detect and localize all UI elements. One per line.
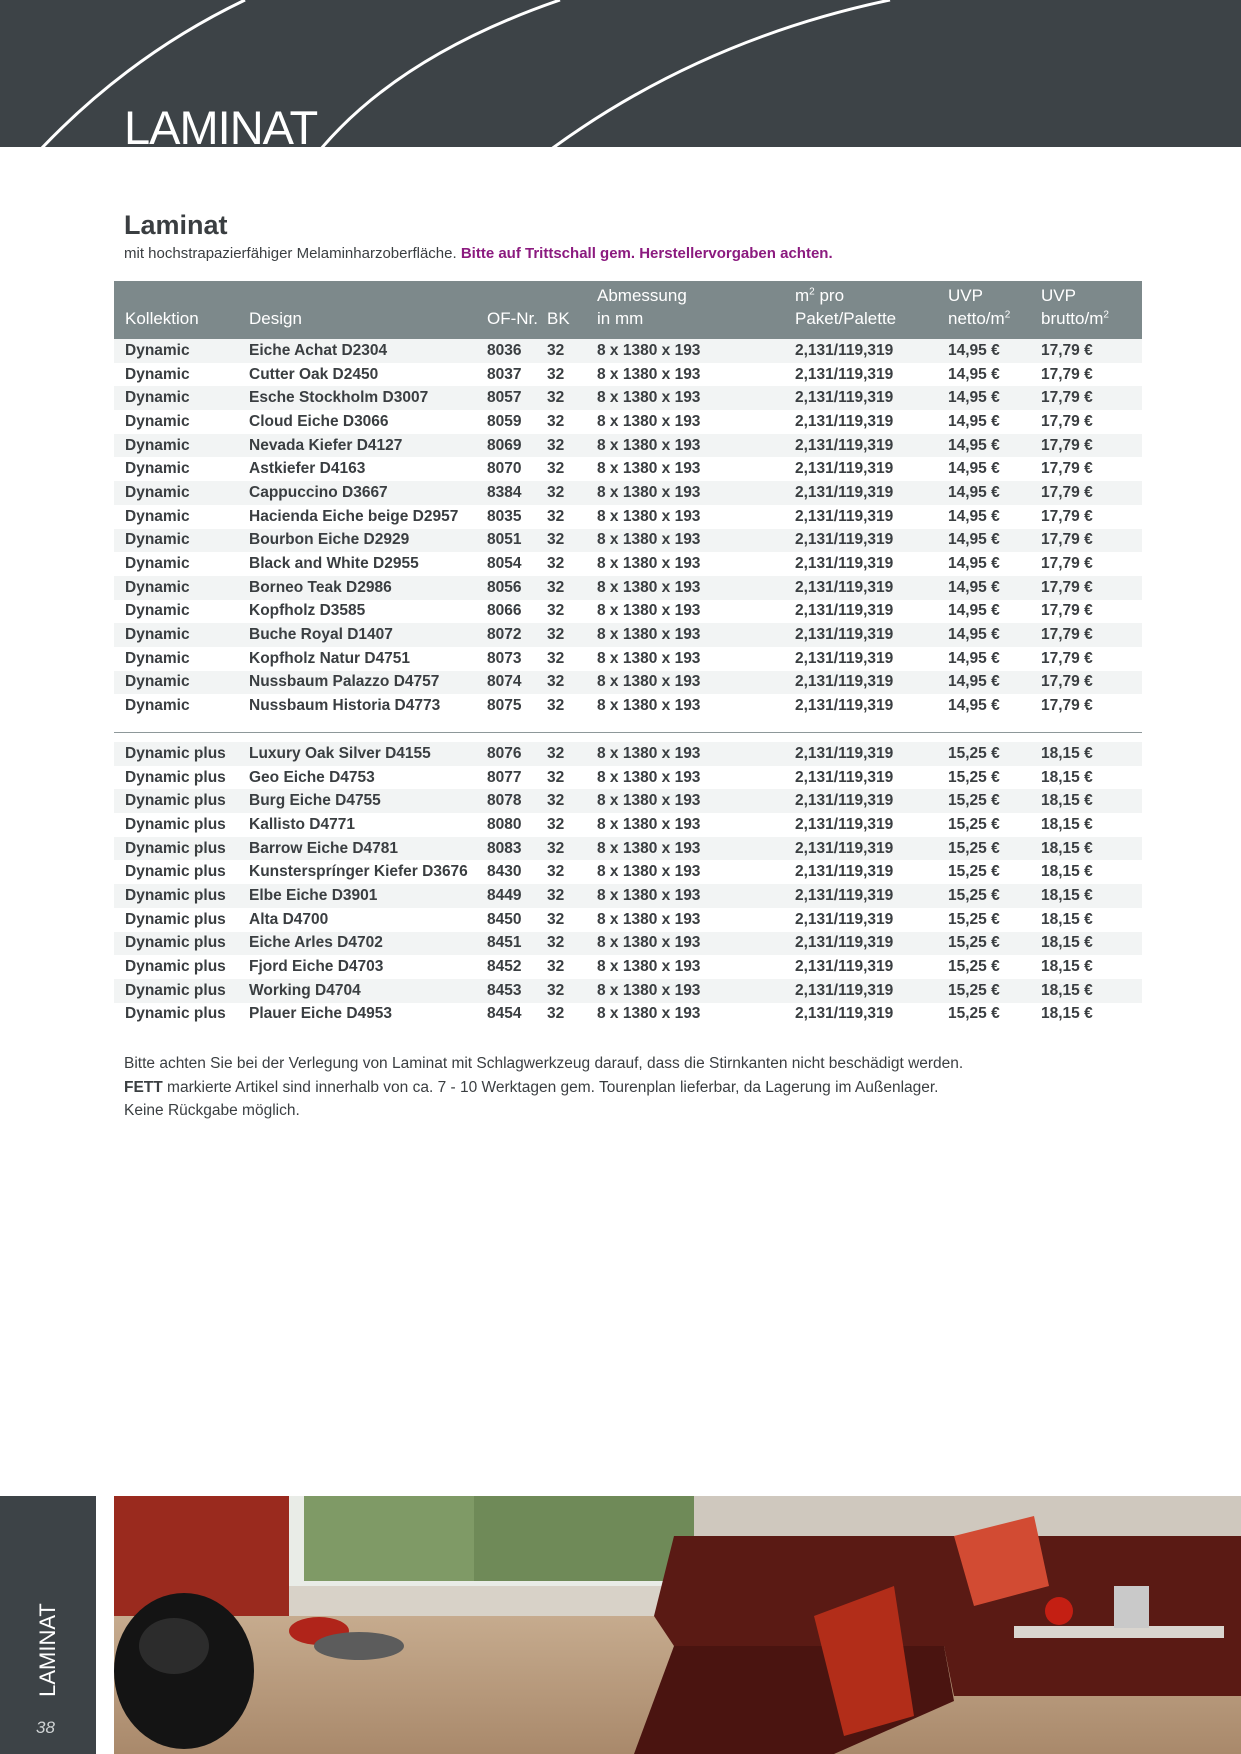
cell-abmessung: 8 x 1380 x 193 bbox=[597, 863, 701, 881]
cell-design: Borneo Teak D2986 bbox=[249, 576, 487, 600]
cell-design: Nussbaum Palazzo D4757 bbox=[249, 671, 487, 695]
header-banner bbox=[0, 0, 1241, 147]
cell-paket: 2,131/119,319 bbox=[795, 460, 894, 478]
cell-kollektion: Dynamic plus bbox=[125, 910, 226, 928]
table-row bbox=[114, 1003, 1142, 1027]
cell-bk: 32 bbox=[547, 339, 597, 363]
cell-paket: 2,131/119,319 bbox=[795, 434, 948, 458]
footer-side-label: LAMINAT bbox=[35, 1603, 60, 1697]
cell-kollektion: Dynamic bbox=[114, 434, 249, 458]
cell-brutto: 18,15 € bbox=[1041, 768, 1093, 786]
cell-brutto: 17,79 € bbox=[1041, 460, 1093, 478]
cell-abmessung: 8 x 1380 x 193 bbox=[597, 958, 701, 976]
cell-netto: 14,95 € bbox=[948, 529, 1041, 553]
cell-netto: 14,95 € bbox=[948, 460, 1000, 478]
header-uvp-brutto: UVP brutto/$m^2$ bbox=[1041, 286, 1109, 328]
cell-brutto: 17,79 € bbox=[1041, 555, 1093, 573]
cell-abmessung: 8 x 1380 x 193 bbox=[597, 671, 795, 695]
cell-netto: 14,95 € bbox=[948, 602, 1000, 620]
cell-bk: 32 bbox=[547, 910, 565, 928]
cell-paket: 2,131/119,319 bbox=[795, 742, 948, 766]
table-row bbox=[114, 979, 1142, 1003]
cell-kollektion: Dynamic bbox=[125, 460, 190, 478]
cell-paket: 2,131/119,319 bbox=[795, 789, 948, 813]
cell-design: Nussbaum Historia D4773 bbox=[249, 697, 441, 715]
cell-ofnr: 8066 bbox=[487, 602, 522, 620]
cell-brutto: 17,79 € bbox=[1041, 529, 1142, 553]
cell-abmessung: 8 x 1380 x 193 bbox=[597, 789, 795, 813]
table-body bbox=[114, 339, 1142, 1026]
table-row bbox=[114, 813, 1142, 837]
cell-design: Nevada Kiefer D4127 bbox=[249, 434, 487, 458]
cell-netto: 14,95 € bbox=[948, 623, 1041, 647]
section-subtitle bbox=[124, 245, 833, 262]
cell-design: Esche Stockholm D3007 bbox=[249, 386, 487, 410]
header-abmessung: Abmessung in mm bbox=[597, 286, 687, 328]
cell-netto: 14,95 € bbox=[948, 671, 1041, 695]
cell-abmessung: 8 x 1380 x 193 bbox=[597, 884, 795, 908]
cell-design: Kallisto D4771 bbox=[249, 815, 355, 833]
cell-abmessung: 8 x 1380 x 193 bbox=[597, 602, 701, 620]
cell-ofnr: 8452 bbox=[487, 958, 522, 976]
cell-brutto: 17,79 € bbox=[1041, 576, 1142, 600]
table-row bbox=[114, 932, 1142, 956]
cell-brutto: 17,79 € bbox=[1041, 623, 1142, 647]
cell-netto: 14,95 € bbox=[948, 339, 1041, 363]
cell-paket: 2,131/119,319 bbox=[795, 768, 894, 786]
table-row bbox=[114, 671, 1142, 695]
cell-kollektion: Dynamic plus bbox=[114, 884, 249, 908]
cell-bk: 32 bbox=[547, 768, 565, 786]
cell-paket: 2,131/119,319 bbox=[795, 555, 894, 573]
cell-abmessung: 8 x 1380 x 193 bbox=[597, 555, 701, 573]
cell-brutto: 18,15 € bbox=[1041, 958, 1093, 976]
cell-bk: 32 bbox=[547, 1005, 565, 1023]
subtitle-text: mit hochstrapazierfähiger Melaminharzoberfläche. bbox=[124, 245, 457, 262]
notes bbox=[124, 1052, 963, 1123]
cell-design: Luxury Oak Silver D4155 bbox=[249, 742, 487, 766]
cell-brutto: 17,79 € bbox=[1041, 434, 1142, 458]
cell-design: Fjord Eiche D4703 bbox=[249, 958, 384, 976]
cell-design: Kopfholz Natur D4751 bbox=[249, 649, 411, 667]
cell-paket: 2,131/119,319 bbox=[795, 979, 948, 1003]
cell-abmessung: 8 x 1380 x 193 bbox=[597, 742, 795, 766]
cell-abmessung: 8 x 1380 x 193 bbox=[597, 460, 701, 478]
cell-kollektion: Dynamic bbox=[125, 365, 190, 383]
cell-bk: 32 bbox=[547, 837, 597, 861]
cell-abmessung: 8 x 1380 x 193 bbox=[597, 837, 795, 861]
cell-paket: 2,131/119,319 bbox=[795, 910, 894, 928]
cell-ofnr: 8037 bbox=[487, 365, 522, 383]
cell-design: Cloud Eiche D3066 bbox=[249, 412, 389, 430]
cell-paket: 2,131/119,319 bbox=[795, 1005, 894, 1023]
cell-netto: 15,25 € bbox=[948, 932, 1041, 956]
cell-kollektion: Dynamic bbox=[114, 576, 249, 600]
cell-paket: 2,131/119,319 bbox=[795, 671, 948, 695]
table-row bbox=[114, 955, 1142, 979]
table-row bbox=[114, 600, 1142, 624]
cell-netto: 14,95 € bbox=[948, 412, 1000, 430]
cell-bk: 32 bbox=[547, 529, 597, 553]
cell-netto: 15,25 € bbox=[948, 979, 1041, 1003]
cell-brutto: 18,15 € bbox=[1041, 789, 1142, 813]
cell-bk: 32 bbox=[547, 932, 597, 956]
cell-ofnr: 8035 bbox=[487, 507, 522, 525]
cell-abmessung: 8 x 1380 x 193 bbox=[597, 481, 795, 505]
cell-brutto: 17,79 € bbox=[1041, 481, 1142, 505]
cell-bk: 32 bbox=[547, 884, 597, 908]
cell-bk: 32 bbox=[547, 555, 565, 573]
table-row bbox=[114, 410, 1142, 434]
cell-kollektion: Dynamic bbox=[114, 481, 249, 505]
header-uvp-netto: UVP netto/$m^2$ bbox=[948, 286, 1011, 328]
cell-kollektion: Dynamic plus bbox=[125, 958, 226, 976]
header-m2-paket: $m^2$ pro Paket/Palette bbox=[795, 286, 897, 328]
cell-paket: 2,131/119,319 bbox=[795, 884, 948, 908]
cell-abmessung: 8 x 1380 x 193 bbox=[597, 529, 795, 553]
cell-kollektion: Dynamic bbox=[125, 602, 190, 620]
cell-design: Cappuccino D3667 bbox=[249, 481, 487, 505]
cell-ofnr: 8080 bbox=[487, 815, 522, 833]
table-row bbox=[114, 529, 1142, 553]
cell-ofnr: 8075 bbox=[487, 697, 522, 715]
cell-paket: 2,131/119,319 bbox=[795, 365, 894, 383]
cell-brutto: 18,15 € bbox=[1041, 979, 1142, 1003]
cell-brutto: 17,79 € bbox=[1041, 386, 1142, 410]
cell-kollektion: Dynamic plus bbox=[125, 1005, 226, 1023]
cell-ofnr: 8059 bbox=[487, 412, 522, 430]
cell-abmessung: 8 x 1380 x 193 bbox=[597, 697, 701, 715]
table-row bbox=[114, 363, 1142, 387]
cell-abmessung: 8 x 1380 x 193 bbox=[597, 507, 701, 525]
cell-kollektion: Dynamic plus bbox=[125, 863, 226, 881]
cell-design: Buche Royal D1407 bbox=[249, 623, 487, 647]
cell-ofnr: 8078 bbox=[487, 789, 547, 813]
cell-netto: 14,95 € bbox=[948, 481, 1041, 505]
cell-ofnr: 8076 bbox=[487, 742, 547, 766]
cell-abmessung: 8 x 1380 x 193 bbox=[597, 649, 701, 667]
cell-bk: 32 bbox=[547, 742, 597, 766]
cell-bk: 32 bbox=[547, 958, 565, 976]
cell-paket: 2,131/119,319 bbox=[795, 649, 894, 667]
cell-ofnr: 8074 bbox=[487, 671, 547, 695]
cell-ofnr: 8083 bbox=[487, 837, 547, 861]
note-line-1: Bitte achten Sie bei der Verlegung von Laminat mit Schlagwerkzeug darauf, dass die Stirnkanten nicht beschädigt werden. bbox=[124, 1055, 964, 1072]
cell-design: Bourbon Eiche D2929 bbox=[249, 529, 487, 553]
table-row bbox=[114, 505, 1142, 529]
cell-bk: 32 bbox=[547, 434, 597, 458]
cell-paket: 2,131/119,319 bbox=[795, 576, 948, 600]
table-row bbox=[114, 434, 1142, 458]
cell-brutto: 17,79 € bbox=[1041, 507, 1093, 525]
cell-netto: 15,25 € bbox=[948, 789, 1041, 813]
cell-brutto: 18,15 € bbox=[1041, 932, 1142, 956]
cell-bk: 32 bbox=[547, 507, 565, 525]
cell-paket: 2,131/119,319 bbox=[795, 507, 894, 525]
cell-paket: 2,131/119,319 bbox=[795, 815, 894, 833]
cell-kollektion: Dynamic bbox=[114, 529, 249, 553]
cell-ofnr: 8056 bbox=[487, 576, 547, 600]
table-row bbox=[114, 789, 1142, 813]
cell-bk: 32 bbox=[547, 863, 565, 881]
cell-ofnr: 8070 bbox=[487, 460, 522, 478]
cell-abmessung: 8 x 1380 x 193 bbox=[597, 768, 701, 786]
cell-netto: 15,25 € bbox=[948, 958, 1000, 976]
living-room-illustration bbox=[114, 1496, 1241, 1754]
cell-bk: 32 bbox=[547, 815, 565, 833]
cell-kollektion: Dynamic bbox=[114, 623, 249, 647]
cell-brutto: 17,79 € bbox=[1041, 649, 1093, 667]
cell-brutto: 17,79 € bbox=[1041, 412, 1093, 430]
cell-ofnr: 8384 bbox=[487, 481, 547, 505]
cell-design: Plauer Eiche D4953 bbox=[249, 1005, 393, 1023]
cell-kollektion: Dynamic bbox=[125, 412, 190, 430]
cell-bk: 32 bbox=[547, 671, 597, 695]
cell-design: Burg Eiche D4755 bbox=[249, 789, 487, 813]
cell-netto: 15,25 € bbox=[948, 884, 1041, 908]
cell-abmessung: 8 x 1380 x 193 bbox=[597, 339, 795, 363]
cell-bk: 32 bbox=[547, 386, 597, 410]
cell-kollektion: Dynamic plus bbox=[125, 815, 226, 833]
cell-kollektion: Dynamic bbox=[125, 507, 190, 525]
table-row bbox=[114, 742, 1142, 766]
cell-kollektion: Dynamic bbox=[125, 649, 190, 667]
cell-bk: 32 bbox=[547, 576, 597, 600]
cell-ofnr: 8077 bbox=[487, 768, 522, 786]
cell-design: Kunstersprínger Kiefer D3676 bbox=[249, 863, 468, 881]
cell-ofnr: 8036 bbox=[487, 339, 547, 363]
table-row bbox=[114, 623, 1142, 647]
subtitle-highlight: Bitte auf Trittschall gem. Herstellervorgaben achten. bbox=[460, 245, 833, 262]
page-number: 38 bbox=[36, 1718, 55, 1737]
cell-abmessung: 8 x 1380 x 193 bbox=[597, 365, 701, 383]
table-row bbox=[114, 647, 1142, 671]
cell-netto: 14,95 € bbox=[948, 555, 1000, 573]
cell-paket: 2,131/119,319 bbox=[795, 602, 894, 620]
cell-paket: 2,131/119,319 bbox=[795, 339, 948, 363]
header-kollektion: Kollektion bbox=[125, 309, 199, 328]
cell-bk: 32 bbox=[547, 412, 565, 430]
cell-bk: 32 bbox=[547, 602, 565, 620]
price-table-container bbox=[114, 281, 1142, 1026]
cell-design: Working D4704 bbox=[249, 979, 487, 1003]
cell-ofnr: 8054 bbox=[487, 555, 522, 573]
cell-ofnr: 8454 bbox=[487, 1005, 522, 1023]
cell-kollektion: Dynamic plus bbox=[114, 742, 249, 766]
cell-abmessung: 8 x 1380 x 193 bbox=[597, 412, 701, 430]
cell-design: Hacienda Eiche beige D2957 bbox=[249, 507, 459, 525]
cell-netto: 14,95 € bbox=[948, 365, 1000, 383]
table-row bbox=[114, 339, 1142, 363]
cell-brutto: 18,15 € bbox=[1041, 1005, 1093, 1023]
cell-bk: 32 bbox=[547, 789, 597, 813]
cell-abmessung: 8 x 1380 x 193 bbox=[597, 1005, 701, 1023]
cell-kollektion: Dynamic plus bbox=[114, 789, 249, 813]
group-divider bbox=[114, 718, 1142, 742]
cell-abmessung: 8 x 1380 x 193 bbox=[597, 386, 795, 410]
cell-netto: 15,25 € bbox=[948, 815, 1000, 833]
cell-kollektion: Dynamic bbox=[125, 555, 190, 573]
note-line-2 bbox=[124, 1076, 963, 1100]
cell-bk: 32 bbox=[547, 649, 565, 667]
cell-paket: 2,131/119,319 bbox=[795, 932, 948, 956]
cell-paket: 2,131/119,319 bbox=[795, 529, 948, 553]
cell-kollektion: Dynamic bbox=[114, 386, 249, 410]
table-header-row bbox=[114, 281, 1142, 339]
table-row bbox=[114, 481, 1142, 505]
cell-ofnr: 8453 bbox=[487, 979, 547, 1003]
cell-abmessung: 8 x 1380 x 193 bbox=[597, 979, 795, 1003]
note-line-2-text: markierte Artikel sind innerhalb von ca. 7 - 10 Werktagen gem. Tourenplan lieferbar, da Lagerung im Außenlager. bbox=[162, 1078, 939, 1096]
cell-netto: 14,95 € bbox=[948, 434, 1041, 458]
table-row bbox=[114, 837, 1142, 861]
table-row bbox=[114, 694, 1142, 718]
cell-paket: 2,131/119,319 bbox=[795, 837, 948, 861]
header-bk: BK bbox=[547, 309, 570, 328]
cell-abmessung: 8 x 1380 x 193 bbox=[597, 623, 795, 647]
cell-bk: 32 bbox=[547, 979, 597, 1003]
cell-brutto: 17,79 € bbox=[1041, 339, 1142, 363]
cell-brutto: 18,15 € bbox=[1041, 863, 1093, 881]
cell-paket: 2,131/119,319 bbox=[795, 386, 948, 410]
cell-brutto: 17,79 € bbox=[1041, 602, 1093, 620]
cell-design: Geo Eiche D4753 bbox=[249, 768, 375, 786]
cell-brutto: 18,15 € bbox=[1041, 837, 1142, 861]
cell-netto: 14,95 € bbox=[948, 386, 1041, 410]
cell-abmessung: 8 x 1380 x 193 bbox=[597, 910, 701, 928]
cell-bk: 32 bbox=[547, 460, 565, 478]
cell-bk: 32 bbox=[547, 697, 565, 715]
header-title: LAMINAT bbox=[124, 101, 318, 147]
cell-netto: 15,25 € bbox=[948, 768, 1000, 786]
cell-ofnr: 8072 bbox=[487, 623, 547, 647]
cell-paket: 2,131/119,319 bbox=[795, 412, 894, 430]
cell-ofnr: 8057 bbox=[487, 386, 547, 410]
cell-design: Eiche Arles D4702 bbox=[249, 932, 487, 956]
cell-kollektion: Dynamic bbox=[114, 339, 249, 363]
cell-brutto: 18,15 € bbox=[1041, 742, 1142, 766]
table-row bbox=[114, 766, 1142, 790]
cell-bk: 32 bbox=[547, 623, 597, 647]
cell-bk: 32 bbox=[547, 481, 597, 505]
header-design: Design bbox=[249, 309, 302, 328]
cell-brutto: 18,15 € bbox=[1041, 815, 1093, 833]
cell-netto: 15,25 € bbox=[948, 1005, 1000, 1023]
cell-netto: 14,95 € bbox=[948, 507, 1000, 525]
table-row bbox=[114, 457, 1142, 481]
cell-paket: 2,131/119,319 bbox=[795, 623, 948, 647]
cell-kollektion: Dynamic bbox=[125, 697, 190, 715]
cell-netto: 15,25 € bbox=[948, 863, 1000, 881]
cell-netto: 15,25 € bbox=[948, 910, 1000, 928]
cell-design: Eiche Achat D2304 bbox=[249, 339, 487, 363]
living-room-photo bbox=[114, 1496, 1241, 1754]
cell-netto: 14,95 € bbox=[948, 649, 1000, 667]
section-title: Laminat bbox=[124, 210, 228, 240]
price-table bbox=[114, 281, 1142, 1026]
cell-design: Black and White D2955 bbox=[249, 555, 419, 573]
cell-design: Elbe Eiche D3901 bbox=[249, 884, 487, 908]
cell-design: Barrow Eiche D4781 bbox=[249, 837, 487, 861]
divider-line bbox=[114, 732, 1142, 733]
cell-paket: 2,131/119,319 bbox=[795, 481, 948, 505]
cell-brutto: 17,79 € bbox=[1041, 671, 1142, 695]
cell-ofnr: 8069 bbox=[487, 434, 547, 458]
cell-abmessung: 8 x 1380 x 193 bbox=[597, 815, 701, 833]
cell-paket: 2,131/119,319 bbox=[795, 697, 894, 715]
cell-netto: 14,95 € bbox=[948, 697, 1000, 715]
cell-brutto: 18,15 € bbox=[1041, 910, 1093, 928]
cell-abmessung: 8 x 1380 x 193 bbox=[597, 434, 795, 458]
cell-ofnr: 8051 bbox=[487, 529, 547, 553]
cell-netto: 15,25 € bbox=[948, 837, 1041, 861]
cell-design: Astkiefer D4163 bbox=[249, 460, 366, 478]
cell-netto: 15,25 € bbox=[948, 742, 1041, 766]
cell-kollektion: Dynamic plus bbox=[114, 837, 249, 861]
table-row bbox=[114, 860, 1142, 884]
cell-ofnr: 8451 bbox=[487, 932, 547, 956]
table-row bbox=[114, 576, 1142, 600]
cell-bk: 32 bbox=[547, 365, 565, 383]
cell-brutto: 18,15 € bbox=[1041, 884, 1142, 908]
cell-kollektion: Dynamic plus bbox=[114, 979, 249, 1003]
cell-ofnr: 8430 bbox=[487, 863, 522, 881]
cell-kollektion: Dynamic bbox=[114, 671, 249, 695]
table-row bbox=[114, 552, 1142, 576]
cell-brutto: 17,79 € bbox=[1041, 697, 1093, 715]
cell-ofnr: 8449 bbox=[487, 884, 547, 908]
note-line-3: Keine Rückgabe möglich. bbox=[124, 1102, 300, 1119]
cell-netto: 14,95 € bbox=[948, 576, 1041, 600]
cell-abmessung: 8 x 1380 x 193 bbox=[597, 932, 795, 956]
table-row bbox=[114, 386, 1142, 410]
cell-design: Alta D4700 bbox=[249, 910, 329, 928]
header-ofnr: OF-Nr. bbox=[487, 309, 538, 328]
cell-design: Kopfholz D3585 bbox=[249, 602, 366, 620]
cell-paket: 2,131/119,319 bbox=[795, 958, 894, 976]
cell-brutto: 17,79 € bbox=[1041, 365, 1093, 383]
table-row bbox=[114, 884, 1142, 908]
cell-abmessung: 8 x 1380 x 193 bbox=[597, 576, 795, 600]
cell-kollektion: Dynamic plus bbox=[125, 768, 226, 786]
cell-ofnr: 8073 bbox=[487, 649, 522, 667]
table-row bbox=[114, 908, 1142, 932]
cell-paket: 2,131/119,319 bbox=[795, 863, 894, 881]
cell-design: Cutter Oak D2450 bbox=[249, 365, 379, 383]
note-bold-word: FETT bbox=[124, 1078, 163, 1096]
cell-ofnr: 8450 bbox=[487, 910, 522, 928]
cell-kollektion: Dynamic plus bbox=[114, 932, 249, 956]
